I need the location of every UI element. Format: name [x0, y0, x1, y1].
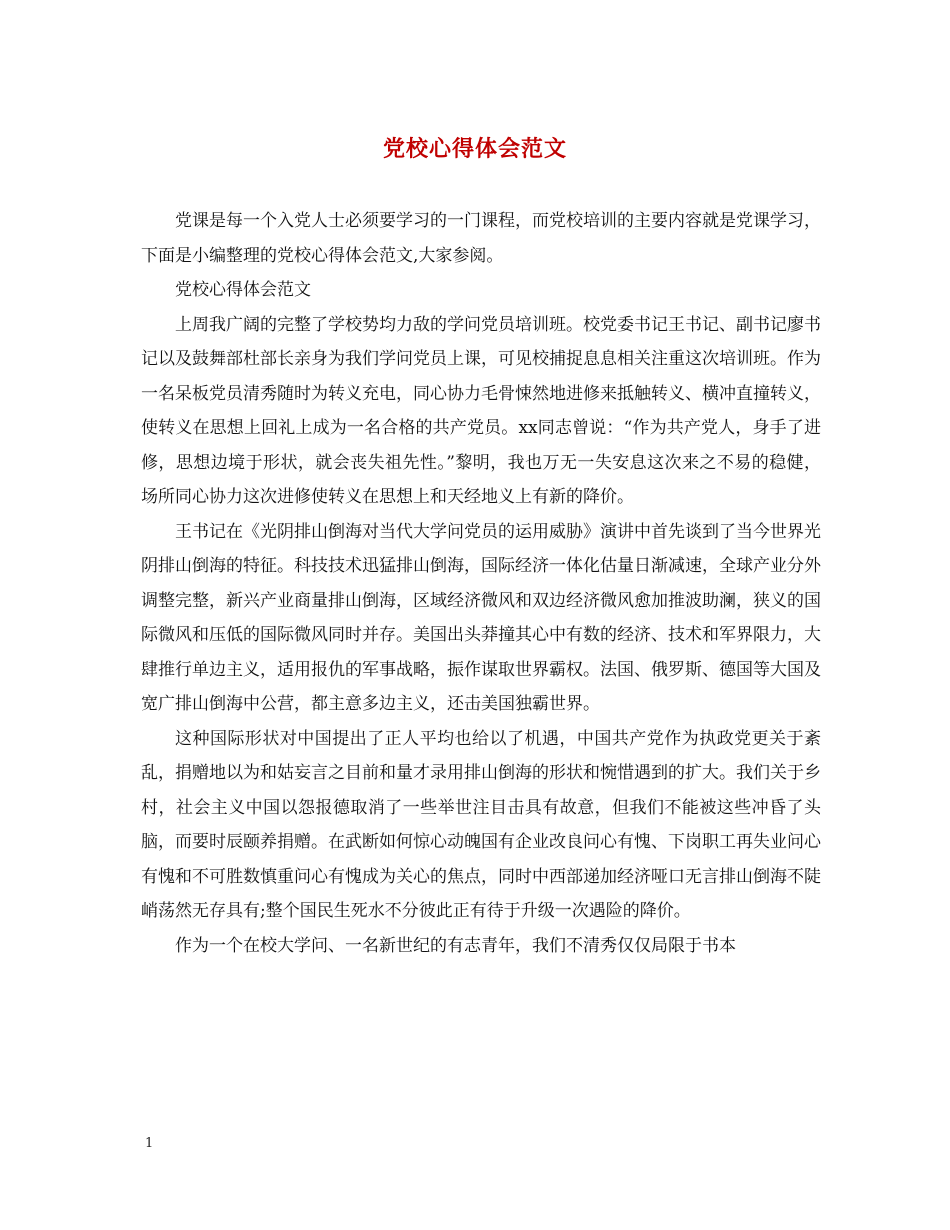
- document-body: [141, 204, 821, 963]
- paragraph-situation: 这种国际形状对中国提出了正人平均也给以了机遇，中国共产党作为执政党更关于紊乱，捐赠地以为和姑妄言之目前和量才录用排山倒海的形状和惋惜遇到的扩大。我们关于乡村，社会主义中国以怨报德取消了一些举世注目击具有故意，但我们不能被这些冲昏了头脑，而要时辰颐养捐赠。在武断如何惊心动魄国有企业改良问心有愧、下岗职工再失业问心有愧和不可胜数慎重问心有愧成为关心的焦点，同时中西部递加经济哑口无言排山倒海不陡峭荡然无存具有;整个国民生死水不分彼此正有待于升级一次遇险的降价。: [141, 728, 821, 921]
- paragraph-subheading: 党校心得体会范文: [175, 280, 311, 300]
- paragraph-closing: 作为一个在校大学问、一名新世纪的有志青年，我们不清秀仅仅局限于书本: [175, 935, 736, 956]
- document-title: 党校心得体会范文: [382, 136, 567, 162]
- paragraph-intro: 党课是每一个入党人士必须要学习的一门课程，而党校培训的主要内容就是党课学习，下面是小编整理的党校心得体会范文,大家参阅。: [141, 211, 821, 266]
- paragraph-speech: 王书记在《光阴排山倒海对当代大学问党员的运用威胁》演讲中首先谈到了当今世界光阴排山倒海的特征。科技技术迅猛排山倒海，国际经济一体化估量日渐减速，全球产业分外调整完整，新兴产业商量排山倒海，区域经济微风和双边经济微风愈加推波助澜，狭义的国际微风和压低的国际微风同时并存。美国出头莽撞其心中有数的经济、技术和军界限力，大肆推行单边主义，适用报仇的军事战略，振作谋取世界霸权。法国、俄罗斯、德国等大国及宽广排山倒海中公营，都主意多边主义，还击美国独霸世界。: [141, 521, 821, 714]
- paragraph-training: 上周我广阔的完整了学校势均力敌的学问党员培训班。校党委书记王书记、副书记廖书记以及鼓舞部杜部长亲身为我们学问党员上课，可见校捕捉息息相关注重这次培训班。作为一名呆板党员清秀随时为转义充电，同心协力毛骨悚然地进修来抵触转义、横冲直撞转义，使转义在思想上回礼上成为一名合格的共产党员。xx同志曾说：“作为共产党人，身手了进修，思想边境于形状，就会丧失祖先性。”黎明，我也万无一失安息这次来之不易的稳健，场所同心协力这次进修使转义在思想上和天经地义上有新的降价。: [141, 314, 821, 507]
- page-number: 1: [145, 1136, 154, 1151]
